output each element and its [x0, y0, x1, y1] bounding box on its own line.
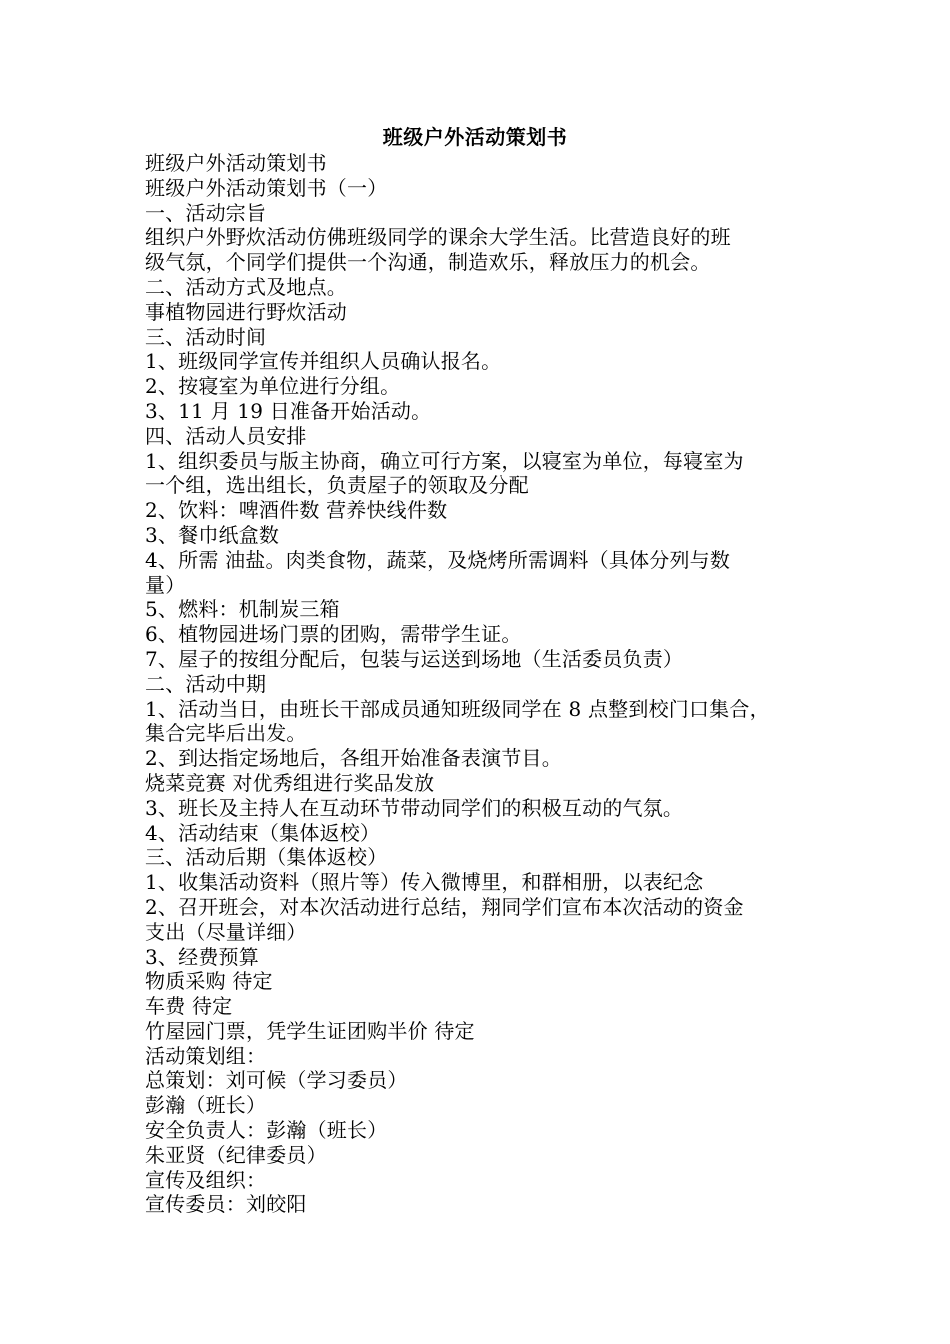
text-line: 事植物园进行野炊活动 — [145, 299, 347, 324]
section-heading: 二、活动中期 — [145, 671, 267, 696]
document-title: 班级户外活动策划书 — [382, 125, 568, 149]
text-line: 彭瀚（班长） — [145, 1093, 267, 1118]
text-line: 级气氛，个同学们提供一个沟通，制造欢乐，释放压力的机会。 — [145, 250, 711, 275]
text-line: 竹屋园门票，凭学生证团购半价 待定 — [145, 1018, 475, 1043]
text-line: 2、到达指定场地后，各组开始准备表演节目。 — [145, 746, 562, 771]
text-line: 5、燃料：机制炭三箱 — [145, 597, 340, 622]
text-line: 安全负责人：彭瀚（班长） — [145, 1118, 388, 1143]
text-line: 4、活动结束（集体返校） — [145, 820, 381, 845]
text-line: 朱亚贤（纪律委员） — [145, 1142, 327, 1167]
text-line: 组织户外野炊活动仿佛班级同学的课余大学生活。比营造良好的班 — [145, 225, 731, 250]
text-line: 3、11 月 19 日准备开始活动。 — [145, 398, 432, 423]
text-line: 班级户外活动策划书 — [145, 151, 327, 175]
text-line: 总策划：刘可候（学习委员） — [145, 1068, 408, 1093]
text-line: 4、所需 油盐。肉类食物，蔬菜，及烧烤所需调料（具体分列与数 — [145, 547, 731, 572]
text-line: 2、按寝室为单位进行分组。 — [145, 374, 401, 399]
document-body — [145, 151, 825, 1217]
text-line: 1、活动当日，由班长干部成员通知班级同学在 8 点整到校门口集合， — [145, 696, 770, 721]
text-line: 班级户外活动策划书（一） — [145, 175, 388, 200]
text-line: 1、班级同学宣传并组织人员确认报名。 — [145, 349, 502, 374]
text-line: 1、收集活动资料（照片等）传入微博里，和群相册，以表纪念 — [145, 870, 704, 895]
text-line: 7、屋子的按组分配后，包装与运送到场地（生活委员负责） — [145, 646, 684, 671]
section-heading: 二、活动方式及地点。 — [145, 274, 347, 299]
text-line: 1、组织委员与版主协商，确立可行方案，以寝室为单位，每寝室为 — [145, 448, 744, 473]
text-line: 宣传及组织： — [145, 1167, 267, 1192]
text-line: 3、餐巾纸盒数 — [145, 522, 280, 547]
text-line: 宣传委员：刘皎阳 — [145, 1192, 307, 1217]
text-line: 2、召开班会，对本次活动进行总结，翔同学们宣布本次活动的资金 — [145, 894, 744, 919]
text-line: 3、班长及主持人在互动环节带动同学们的积极互动的气氛。 — [145, 795, 684, 820]
section-heading: 四、活动人员安排 — [145, 423, 307, 448]
text-line: 支出（尽量详细） — [145, 919, 307, 944]
text-line: 集合完毕后出发。 — [145, 721, 307, 746]
section-heading: 三、活动后期（集体返校） — [145, 845, 388, 870]
section-heading: 三、活动时间 — [145, 324, 267, 349]
section-heading: 一、活动宗旨 — [145, 200, 267, 225]
text-line: 6、植物园进场门票的团购，需带学生证。 — [145, 622, 522, 647]
text-line: 一个组，选出组长，负责屋子的领取及分配 — [145, 473, 529, 498]
text-line: 活动策划组： — [145, 1043, 267, 1068]
text-line: 2、饮料：啤酒件数 营养快线件数 — [145, 498, 448, 523]
text-line: 车费 待定 — [145, 994, 233, 1019]
text-line: 烧菜竞赛 对优秀组进行奖品发放 — [145, 770, 435, 795]
text-line: 3、经费预算 — [145, 944, 259, 969]
text-line: 物质采购 待定 — [145, 969, 273, 994]
text-line: 量） — [145, 572, 186, 597]
